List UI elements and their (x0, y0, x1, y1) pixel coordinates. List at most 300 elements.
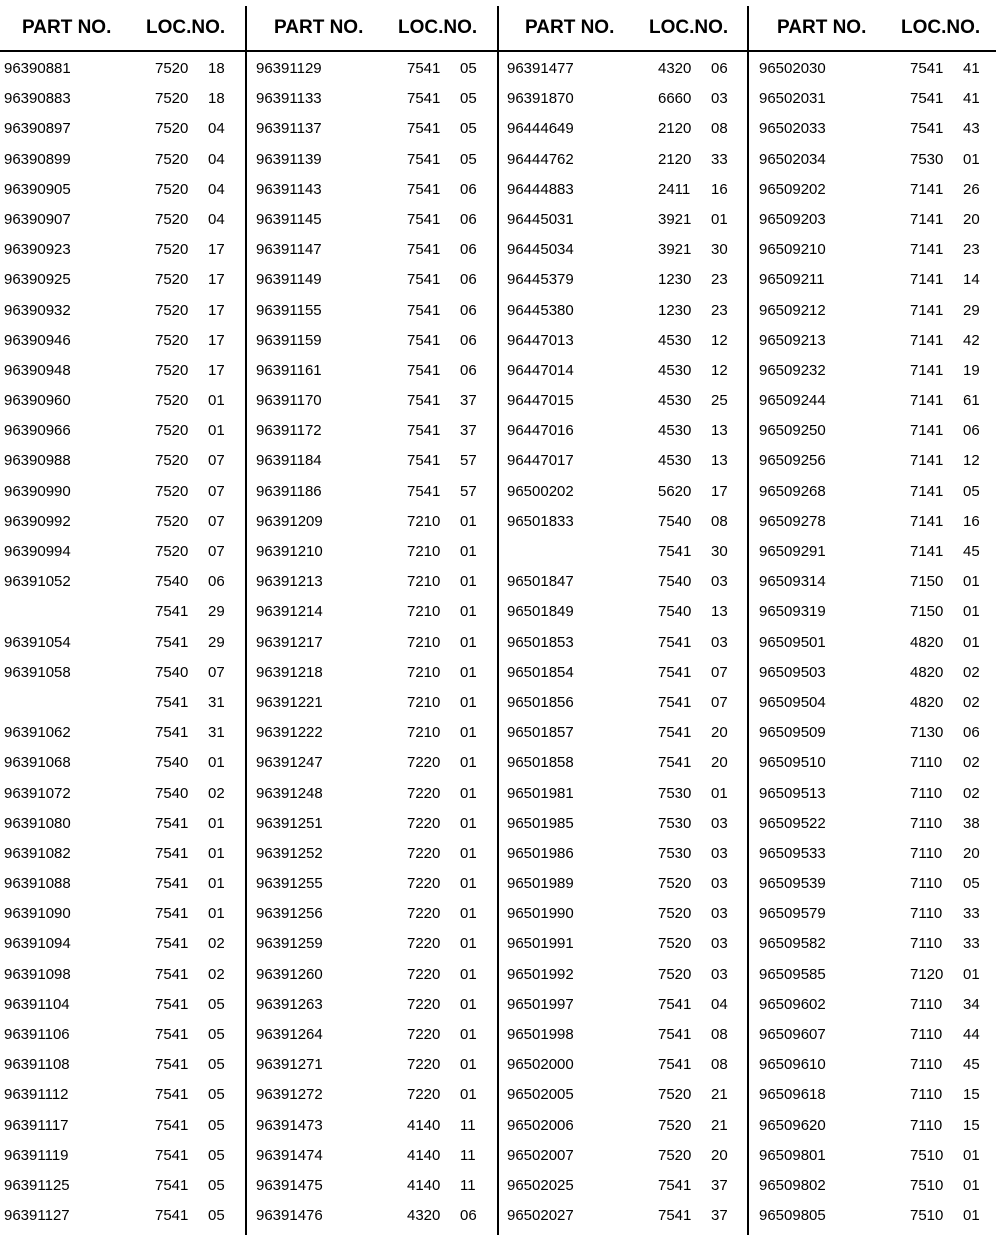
part-number: 96391139 (256, 150, 322, 168)
location-code: 7110 (910, 784, 943, 802)
list-item (755, 1086, 995, 1116)
location-code: 7540 (155, 663, 189, 681)
part-number: 96391221 (256, 693, 323, 711)
part-number: 96390925 (4, 271, 71, 289)
list-item (0, 694, 240, 724)
list-item (503, 392, 743, 422)
part-number: 96391129 (256, 60, 322, 77)
location-suffix: 06 (460, 241, 477, 259)
list-item (503, 1177, 743, 1207)
list-item (0, 1147, 240, 1177)
location-code: 1230 (658, 271, 692, 289)
location-code: 4530 (658, 422, 692, 440)
list-item (0, 362, 240, 392)
location-code: 7541 (155, 1207, 189, 1225)
part-number: 96391477 (507, 60, 574, 77)
location-suffix: 01 (460, 1086, 477, 1104)
part-number: 96509607 (759, 1026, 826, 1043)
location-suffix: 03 (711, 965, 728, 983)
list-item (0, 815, 240, 845)
list-item (252, 120, 492, 150)
loc-no-header: LOC.NO. (901, 17, 981, 38)
list-item (0, 1056, 240, 1086)
list-item (252, 664, 492, 694)
location-suffix: 01 (460, 1026, 477, 1043)
list-item (755, 966, 995, 996)
location-code: 7141 (910, 392, 944, 410)
location-code: 7541 (155, 844, 189, 862)
list-item (252, 785, 492, 815)
list-item (755, 452, 995, 482)
location-suffix: 01 (208, 905, 225, 923)
list-item (0, 543, 240, 573)
part-number: 96501847 (507, 573, 574, 591)
column-header (252, 17, 492, 45)
list-item (755, 935, 995, 965)
location-suffix: 01 (460, 875, 477, 893)
part-number: 96391271 (256, 1056, 323, 1074)
location-code: 7110 (910, 844, 943, 862)
part-no-header: PART NO. (22, 17, 112, 38)
list-item (503, 90, 743, 120)
part-number: 96391247 (256, 754, 323, 772)
location-code: 7541 (407, 422, 441, 440)
part-number: 96390990 (4, 482, 71, 500)
location-code: 7110 (910, 1116, 943, 1134)
list-item (252, 151, 492, 181)
part-number: 96391264 (256, 1026, 323, 1043)
location-code: 7110 (910, 814, 943, 832)
location-code: 1230 (658, 301, 692, 319)
list-item (503, 634, 743, 664)
location-suffix: 02 (208, 965, 225, 983)
part-number: 96509504 (759, 693, 826, 711)
location-code: 7220 (407, 875, 441, 893)
part-number: 96391252 (256, 844, 323, 862)
location-code: 7541 (155, 905, 189, 923)
location-code: 7541 (407, 392, 441, 410)
part-number: 96391170 (256, 392, 322, 410)
list-item (252, 302, 492, 332)
location-code: 7220 (407, 905, 441, 923)
location-suffix: 01 (460, 693, 477, 711)
part-no-header: PART NO. (525, 17, 615, 38)
part-number: 96391186 (256, 482, 322, 500)
location-suffix: 01 (460, 905, 477, 923)
list-item (503, 332, 743, 362)
list-item (755, 483, 995, 513)
part-number: 96502034 (759, 150, 826, 168)
list-item (252, 332, 492, 362)
location-code: 7530 (658, 784, 692, 802)
location-code: 7210 (407, 693, 441, 711)
location-code: 7541 (910, 90, 944, 108)
location-suffix: 01 (460, 844, 477, 862)
list-item (252, 1086, 492, 1116)
location-suffix: 03 (711, 935, 728, 953)
part-number: 96391263 (256, 995, 323, 1013)
location-code: 7220 (407, 1086, 441, 1104)
list-item (755, 362, 995, 392)
part-number: 96502030 (759, 60, 826, 77)
part-list (0, 60, 240, 1237)
location-suffix: 08 (711, 1056, 728, 1074)
list-item (503, 60, 743, 90)
part-number: 96390899 (4, 150, 71, 168)
location-suffix: 42 (963, 331, 980, 349)
part-number: 96509533 (759, 844, 826, 862)
part-number: 96509202 (759, 180, 826, 198)
location-code: 7540 (155, 784, 189, 802)
list-item (0, 90, 240, 120)
list-item (503, 603, 743, 633)
location-suffix: 03 (711, 573, 728, 591)
part-number: 96391098 (4, 965, 71, 983)
part-number: 96391149 (256, 271, 322, 289)
location-code: 2411 (658, 180, 691, 198)
part-number: 96391159 (256, 331, 322, 349)
location-code: 7510 (910, 1176, 944, 1194)
location-suffix: 05 (460, 150, 477, 168)
part-number: 96447017 (507, 452, 574, 470)
location-code: 7530 (658, 814, 692, 832)
list-item (0, 332, 240, 362)
location-suffix: 03 (711, 844, 728, 862)
part-number: 96445031 (507, 210, 574, 228)
location-code: 7520 (658, 1086, 692, 1104)
location-suffix: 05 (208, 1176, 225, 1194)
location-suffix: 08 (711, 120, 728, 138)
location-suffix: 01 (460, 633, 477, 651)
list-item (755, 845, 995, 875)
location-code: 7530 (658, 844, 692, 862)
location-code: 7520 (155, 392, 189, 410)
location-code: 7210 (407, 603, 441, 621)
location-suffix: 23 (711, 271, 728, 289)
list-item (0, 724, 240, 754)
part-number: 96445379 (507, 271, 574, 289)
location-code: 7541 (155, 693, 189, 711)
location-suffix: 01 (460, 995, 477, 1013)
list-item (755, 1147, 995, 1177)
part-number: 96390994 (4, 543, 71, 560)
list-item (252, 724, 492, 754)
location-code: 7141 (910, 271, 944, 289)
list-item (503, 211, 743, 241)
part-number: 96391155 (256, 301, 322, 319)
list-item (0, 935, 240, 965)
location-code: 7141 (910, 180, 944, 198)
location-code: 7541 (658, 693, 692, 711)
location-suffix: 07 (208, 512, 225, 530)
list-item (0, 785, 240, 815)
location-suffix: 03 (711, 814, 728, 832)
location-code: 3921 (658, 241, 692, 259)
part-number: 96391125 (4, 1176, 70, 1194)
location-code: 7541 (658, 995, 692, 1013)
part-number: 96391090 (4, 905, 71, 923)
list-item (252, 966, 492, 996)
list-item (252, 754, 492, 784)
part-number: 96501991 (507, 935, 574, 953)
location-code: 7141 (910, 422, 944, 440)
part-number: 96447014 (507, 361, 574, 379)
part-number: 96390883 (4, 90, 71, 108)
location-suffix: 14 (963, 271, 980, 289)
list-item (0, 513, 240, 543)
location-suffix: 29 (963, 301, 980, 319)
location-code: 7220 (407, 844, 441, 862)
list-item (0, 1177, 240, 1207)
location-suffix: 01 (460, 663, 477, 681)
location-code: 7141 (910, 210, 944, 228)
part-number: 96391054 (4, 633, 71, 651)
part-number: 96447015 (507, 392, 574, 410)
location-code: 7210 (407, 724, 441, 742)
location-suffix: 07 (208, 482, 225, 500)
location-code: 4530 (658, 361, 692, 379)
part-number: 96501857 (507, 724, 574, 742)
location-suffix: 01 (460, 814, 477, 832)
list-item (0, 603, 240, 633)
list-item (503, 785, 743, 815)
location-code: 7541 (658, 1056, 692, 1074)
location-suffix: 17 (208, 271, 225, 289)
list-item (755, 694, 995, 724)
location-suffix: 26 (963, 180, 980, 198)
part-number: 96391210 (256, 543, 323, 560)
list-item (755, 241, 995, 271)
location-code: 7510 (910, 1207, 944, 1225)
list-item (252, 60, 492, 90)
part-number: 96501985 (507, 814, 574, 832)
part-number: 96501986 (507, 844, 574, 862)
location-code: 7220 (407, 814, 441, 832)
location-code: 7141 (910, 301, 944, 319)
part-number: 96391088 (4, 875, 71, 893)
location-code: 7541 (658, 1026, 692, 1043)
location-suffix: 23 (963, 241, 980, 259)
location-suffix: 17 (208, 361, 225, 379)
location-code: 7141 (910, 452, 944, 470)
list-item (755, 664, 995, 694)
part-number: 96391147 (256, 241, 322, 259)
part-number: 96391127 (4, 1207, 70, 1225)
part-number: 96445380 (507, 301, 574, 319)
location-code: 7541 (155, 965, 189, 983)
list-item (0, 211, 240, 241)
location-suffix: 06 (460, 301, 477, 319)
location-code: 7541 (155, 1146, 189, 1164)
part-number: 96391214 (256, 603, 323, 621)
list-item (252, 996, 492, 1026)
part-number: 96391108 (4, 1056, 70, 1074)
location-code: 7541 (155, 1086, 189, 1104)
list-item (503, 452, 743, 482)
location-code: 7520 (155, 543, 189, 560)
location-suffix: 37 (711, 1176, 728, 1194)
location-suffix: 01 (963, 603, 980, 621)
part-number: 96509582 (759, 935, 826, 953)
location-suffix: 05 (460, 60, 477, 77)
list-item (755, 513, 995, 543)
list-item (252, 935, 492, 965)
list-item (503, 120, 743, 150)
list-item (252, 1056, 492, 1086)
location-suffix: 16 (963, 512, 980, 530)
location-code: 7520 (155, 361, 189, 379)
part-number: 96390946 (4, 331, 71, 349)
location-suffix: 05 (208, 1116, 225, 1134)
part-number: 96391062 (4, 724, 71, 742)
part-number: 96502000 (507, 1056, 574, 1074)
location-suffix: 17 (208, 241, 225, 259)
location-code: 7520 (658, 875, 692, 893)
location-suffix: 45 (963, 1056, 980, 1074)
location-suffix: 05 (460, 120, 477, 138)
list-item (252, 241, 492, 271)
part-number: 96391112 (4, 1086, 69, 1104)
location-code: 7520 (155, 331, 189, 349)
list-item (503, 664, 743, 694)
list-item (0, 634, 240, 664)
part-number: 96509278 (759, 512, 826, 530)
list-item (503, 1147, 743, 1177)
list-item (755, 120, 995, 150)
loc-no-header: LOC.NO. (649, 17, 729, 38)
location-suffix: 02 (963, 754, 980, 772)
part-number: 96509579 (759, 905, 826, 923)
list-item (503, 875, 743, 905)
list-item (252, 573, 492, 603)
part-number: 96502033 (759, 120, 826, 138)
list-item (755, 543, 995, 573)
part-number: 96502006 (507, 1116, 574, 1134)
part-number: 96390881 (4, 60, 71, 77)
list-item (0, 1207, 240, 1237)
part-number: 96500202 (507, 482, 574, 500)
location-code: 7541 (407, 60, 441, 77)
list-item (0, 754, 240, 784)
location-suffix: 37 (460, 392, 477, 410)
location-code: 4530 (658, 331, 692, 349)
list-item (503, 271, 743, 301)
list-item (252, 815, 492, 845)
list-item (0, 271, 240, 301)
list-item (503, 815, 743, 845)
location-code: 7520 (155, 271, 189, 289)
list-item (755, 815, 995, 845)
location-code: 7520 (155, 150, 189, 168)
location-suffix: 13 (711, 603, 728, 621)
part-number: 96391172 (256, 422, 322, 440)
location-code: 7130 (910, 724, 944, 742)
part-number: 96501858 (507, 754, 574, 772)
location-code: 7520 (658, 935, 692, 953)
location-code: 7141 (910, 361, 944, 379)
location-code: 5620 (658, 482, 692, 500)
list-item (755, 332, 995, 362)
part-number: 96391106 (4, 1026, 70, 1043)
location-suffix: 05 (963, 482, 980, 500)
location-code: 7210 (407, 543, 441, 560)
part-number: 96509203 (759, 210, 826, 228)
location-code: 6660 (658, 90, 692, 108)
location-suffix: 01 (460, 1056, 477, 1074)
location-suffix: 04 (208, 180, 225, 198)
list-item (755, 1117, 995, 1147)
part-number: 96509210 (759, 241, 826, 259)
location-suffix: 01 (208, 754, 225, 772)
part-number: 96509539 (759, 875, 826, 893)
part-number: 96391259 (256, 935, 323, 953)
location-suffix: 02 (208, 784, 225, 802)
list-item (0, 1026, 240, 1056)
location-suffix: 01 (460, 965, 477, 983)
location-suffix: 03 (711, 875, 728, 893)
list-item (0, 151, 240, 181)
location-suffix: 01 (963, 1207, 980, 1225)
list-item (0, 241, 240, 271)
location-code: 7520 (155, 210, 189, 228)
list-item (755, 392, 995, 422)
list-item (0, 1086, 240, 1116)
location-suffix: 11 (460, 1146, 476, 1164)
part-list (252, 60, 492, 1237)
location-suffix: 06 (460, 180, 477, 198)
part-number: 96444762 (507, 150, 574, 168)
location-code: 7541 (658, 543, 692, 560)
location-code: 7141 (910, 543, 944, 560)
part-number: 96501998 (507, 1026, 574, 1043)
list-item (755, 754, 995, 784)
location-code: 7541 (658, 1207, 692, 1225)
part-number: 96444883 (507, 180, 574, 198)
location-code: 7540 (658, 512, 692, 530)
location-suffix: 05 (208, 1207, 225, 1225)
part-number: 96501854 (507, 663, 574, 681)
part-number: 96390923 (4, 241, 71, 259)
part-number: 96391272 (256, 1086, 323, 1104)
location-suffix: 13 (711, 422, 728, 440)
list-item (252, 483, 492, 513)
part-no-header: PART NO. (274, 17, 364, 38)
list-item (252, 1026, 492, 1056)
location-code: 7541 (658, 663, 692, 681)
location-code: 7541 (407, 241, 441, 259)
location-code: 7541 (407, 210, 441, 228)
location-suffix: 04 (208, 210, 225, 228)
location-code: 4320 (407, 1207, 441, 1225)
part-number: 96390932 (4, 301, 71, 319)
location-code: 7110 (910, 995, 943, 1013)
location-suffix: 18 (208, 60, 225, 77)
column-divider (497, 6, 499, 1235)
location-code: 7541 (155, 724, 189, 742)
location-code: 7210 (407, 573, 441, 591)
part-number: 96391137 (256, 120, 322, 138)
list-item (503, 1056, 743, 1086)
location-code: 7110 (910, 935, 943, 953)
location-suffix: 12 (711, 361, 728, 379)
location-code: 7141 (910, 482, 944, 500)
list-item (252, 845, 492, 875)
part-number: 96391217 (256, 633, 323, 651)
location-suffix: 37 (711, 1207, 728, 1225)
list-item (503, 362, 743, 392)
part-number: 96509314 (759, 573, 826, 591)
part-number: 96509291 (759, 543, 826, 560)
